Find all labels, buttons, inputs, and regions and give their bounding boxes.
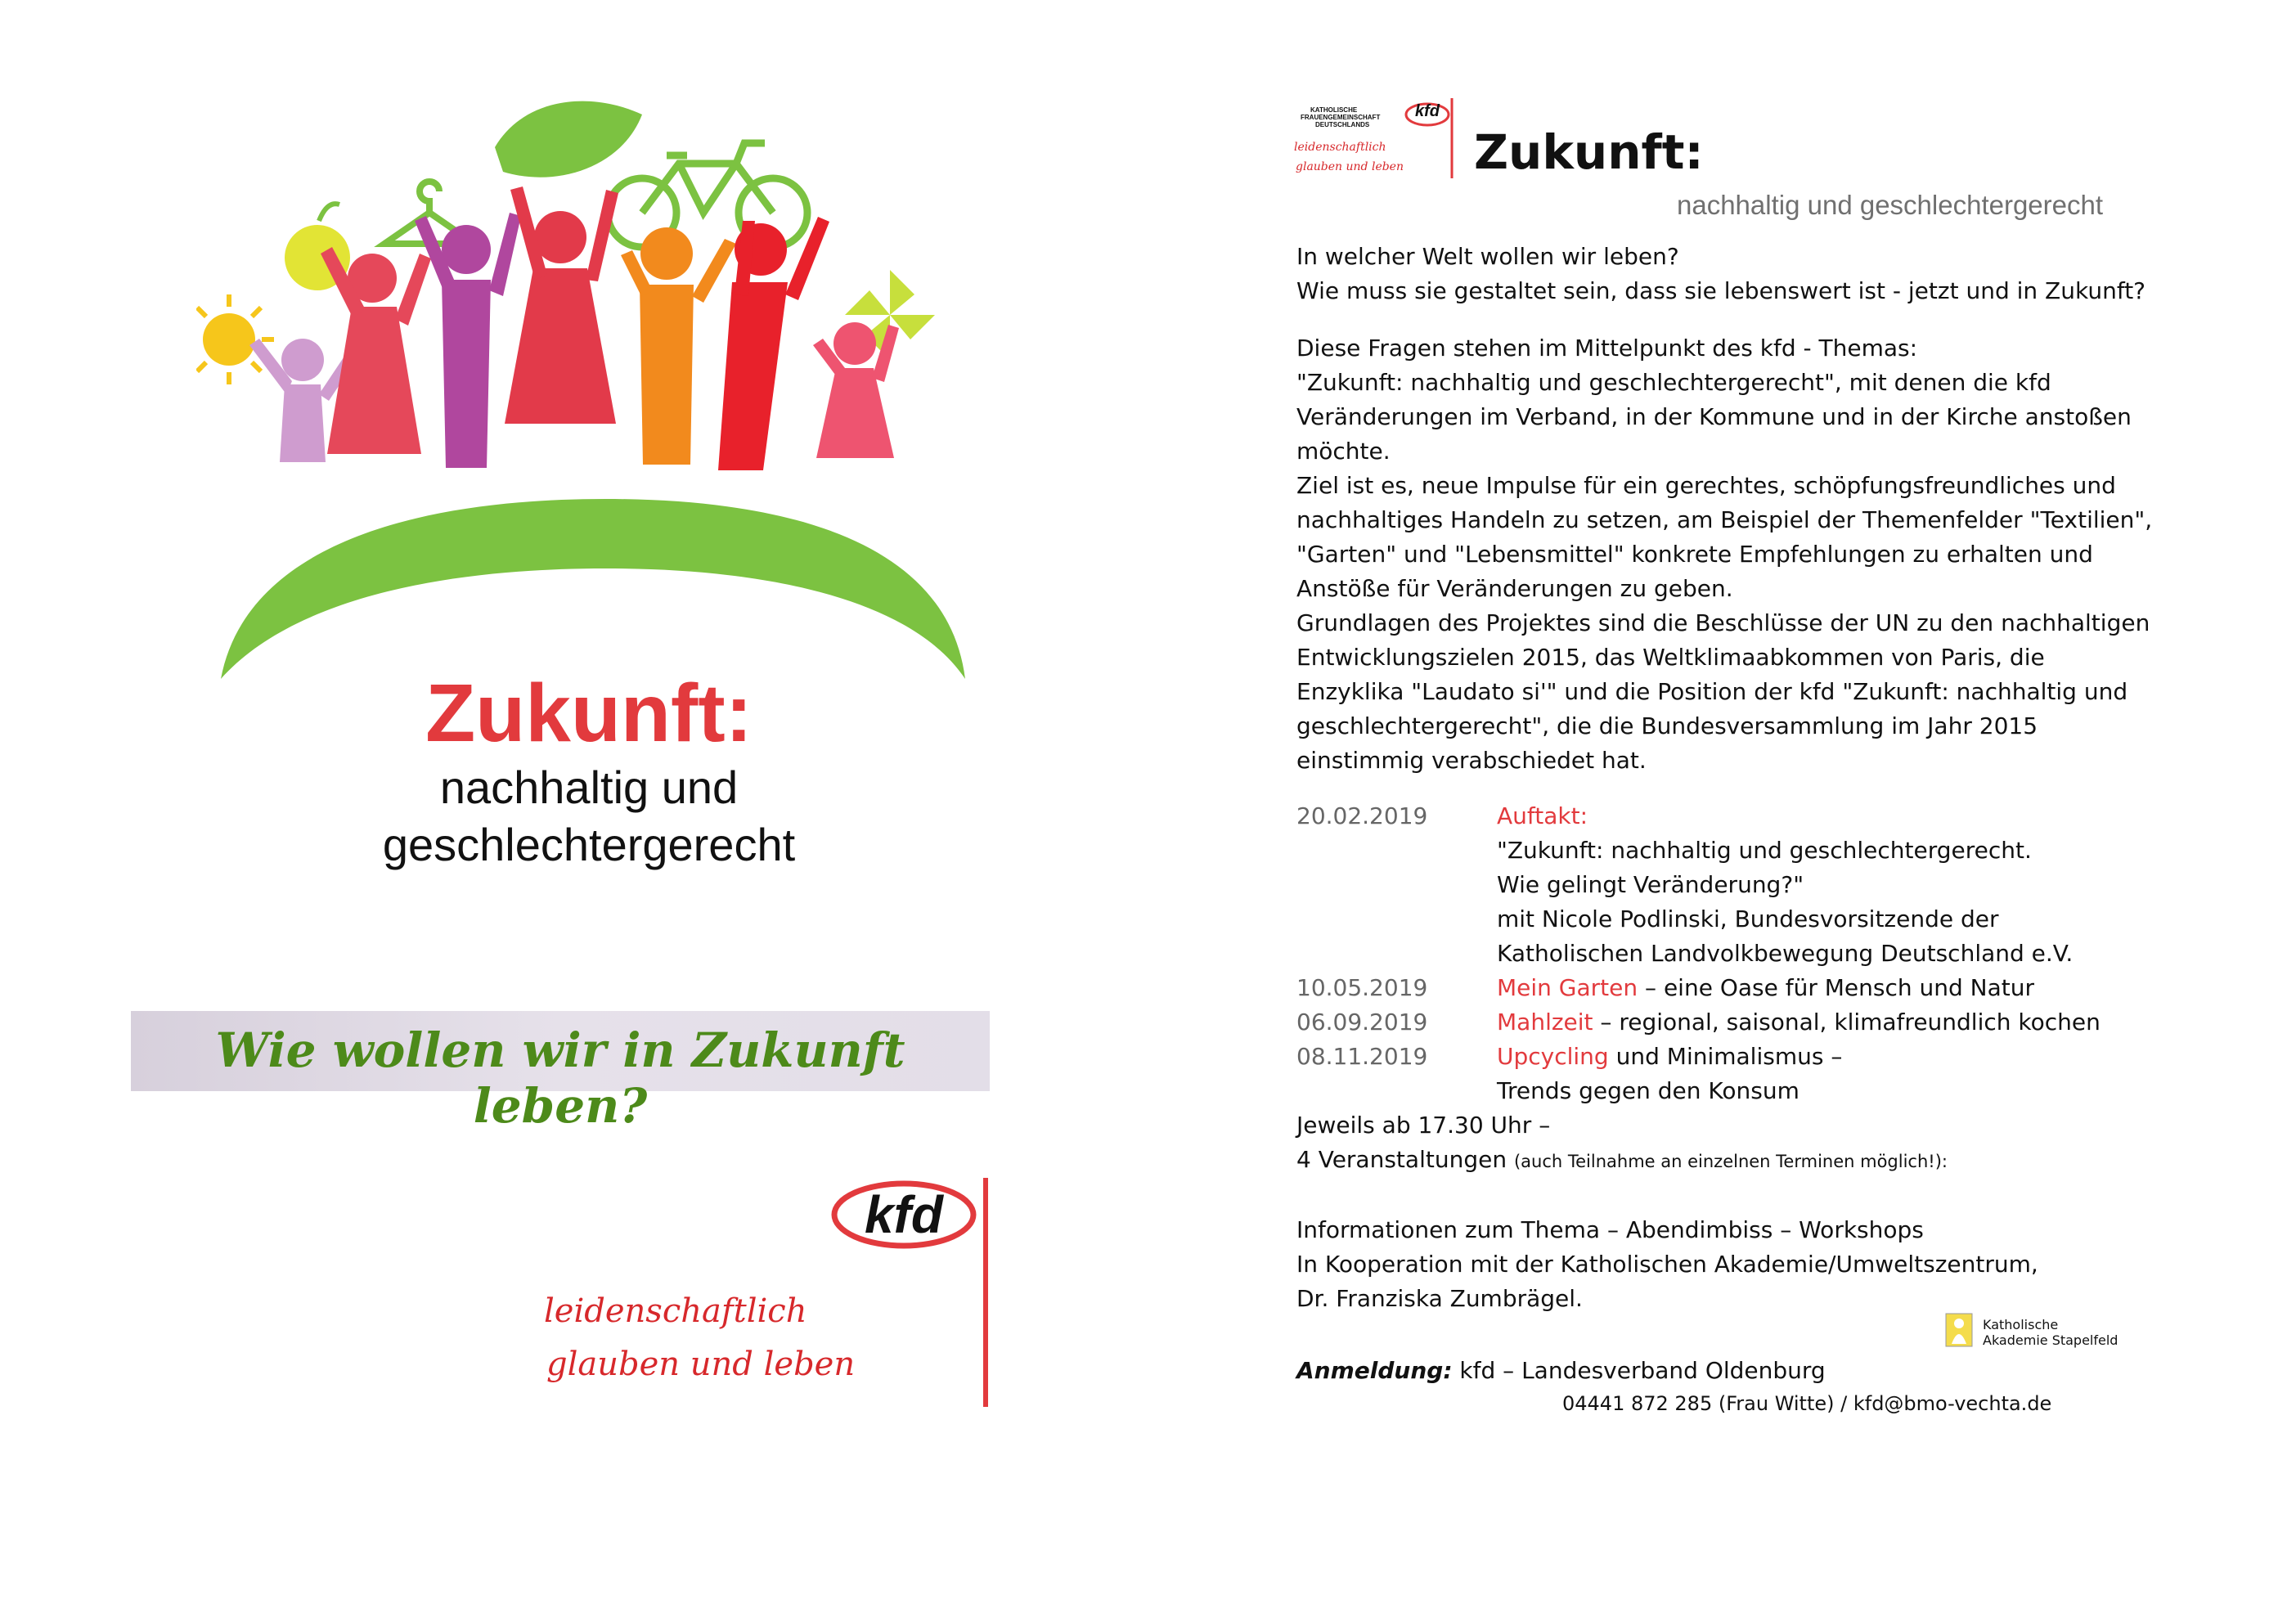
event-line [1497,1005,2101,1040]
sun-icon [196,294,274,384]
body-line: Ziel ist es, neue Impulse für ein gerechtes, schöpfungsfreundliches und [1296,472,2116,499]
man-figure-orange-icon [621,227,736,465]
registration-line [1296,1354,1826,1388]
cover-subtitle-line2: geschlechtergerecht [382,819,796,870]
registration-label: Anmeldung: [1296,1357,1453,1384]
event-detail-line: "Zukunft: nachhaltig und geschlechtergerecht. [1497,837,2032,864]
kfd-small-name-line2: FRAUENGEMEINSCHAFT [1301,114,1381,121]
green-globe-icon [221,499,965,679]
question-banner-text: Wie wollen wir in Zukunft leben? [215,1022,905,1134]
body-line: einstimmig verabschiedet hat. [1296,747,1647,774]
time-line: Jeweils ab 17.30 Uhr – [1296,1112,1551,1139]
event-date: 10.05.2019 [1296,974,1428,1001]
event-description: – regional, saisonal, klimafreundlich kochen [1593,1009,2101,1036]
body-line: möchte. [1296,438,1391,465]
info-line: Informationen zum Thema – Abendimbiss – Workshops [1296,1216,1924,1243]
event-date: 08.11.2019 [1296,1043,1428,1070]
body-line: "Garten" und "Lebensmittel" konkrete Empfehlungen zu erhalten und [1296,541,2093,568]
info-line: In Kooperation mit der Katholischen Akademie/Umweltszentrum, [1296,1251,2038,1278]
kfd-small-name-line1: KATHOLISCHE [1310,106,1358,114]
kfd-small-slogan-line1: leidenschaftlich [1294,141,1386,154]
kfd-small-name-line3: DEUTSCHLANDS [1315,121,1370,128]
body-line: Enzyklika "Laudato si'" und die Position der kfd "Zukunft: nachhaltig und [1296,678,2128,705]
body-line: Anstöße für Veränderungen zu geben. [1296,575,1733,602]
event-detail-line: Katholischen Landvolkbewegung Deutschland e.V. [1497,940,2074,967]
leaf-icon [495,101,642,177]
info-line: Dr. Franziska Zumbrägel. [1296,1285,1583,1312]
contact-line: 04441 872 285 (Frau Witte) / kfd@bmo-vechta.de [1562,1392,2052,1415]
akademie-logo-icon [1945,1313,1973,1347]
event-date: 20.02.2019 [1296,802,1428,829]
man-figure-purple-icon [415,213,521,468]
slogan-line2: glauben und leben [546,1346,856,1383]
question-banner [131,1011,990,1134]
event-detail-line: Wie gelingt Veränderung?" [1497,871,1804,898]
body-line: Grundlagen des Projektes sind die Beschlüsse der UN zu den nachhaltigen [1296,609,2150,636]
body-line: Entwicklungszielen 2015, das Weltklimaabkommen von Paris, die [1296,644,2045,671]
body-line: geschlechtergerecht", die die Bundesversammlung im Jahr 2015 [1296,712,2038,739]
event-title: Auftakt: [1497,802,1588,829]
body-line: "Zukunft: nachhaltig und geschlechtergerecht", mit denen die kfd [1296,369,2051,396]
event-detail-line: Trends gegen den Konsum [1497,1077,1800,1104]
intro-line: Wie muss sie gestaltet sein, dass sie lebenswert ist - jetzt und in Zukunft? [1296,277,2146,304]
intro-line: In welcher Welt wollen wir leben? [1296,243,1679,270]
kfd-logo-text: kfd [865,1185,943,1244]
event-title: Upcycling [1497,1043,1609,1070]
man-figure-scarlet-icon [718,217,829,470]
body-line: Diese Fragen stehen im Mittelpunkt des kfd - Themas: [1296,335,1918,362]
event-title: Mahlzeit [1497,1009,1593,1036]
page-title: Zukunft: [1474,124,1704,180]
cover-title: Zukunft: [425,667,753,759]
event-description: – eine Oase für Mensch und Natur [1638,974,2035,1001]
count-note: (auch Teilnahme an einzelnen Terminen möglich!): [1513,1152,1948,1171]
event-description: und Minimalismus – [1608,1043,1843,1070]
event-line [1497,1040,1842,1074]
slogan-line1: leidenschaftlich [544,1292,807,1330]
cover-subtitle-line1: nachhaltig und [439,762,739,813]
body-line: nachhaltiges Handeln zu setzen, am Beispiel der Themenfelder "Textilien", [1296,506,2153,533]
page-subtitle: nachhaltig und geschlechtergerecht [1677,190,2104,220]
event-date: 06.09.2019 [1296,1009,1428,1036]
count-line [1296,1143,1948,1179]
woman-figure-red-icon [321,247,431,454]
girl-figure-pink-icon [813,322,899,458]
count-text: 4 Veranstaltungen [1296,1146,1514,1173]
woman-figure-crimson-icon [505,186,618,424]
event-detail-line: mit Nicole Podlinski, Bundesvorsitzende der [1497,905,1999,932]
event-line [1497,971,2034,1005]
kfd-small-logo-text: kfd [1415,102,1440,120]
event-title: Mein Garten [1497,974,1638,1001]
registration-text: kfd – Landesverband Oldenburg [1452,1357,1826,1384]
akademie-name-line2: Akademie Stapelfeld [1983,1332,2119,1348]
body-line: Veränderungen im Verband, in der Kommune und in der Kirche anstoßen [1296,403,2132,430]
kfd-small-slogan-line2: glauben und leben [1296,160,1404,173]
akademie-name-line1: Katholische [1983,1317,2059,1332]
